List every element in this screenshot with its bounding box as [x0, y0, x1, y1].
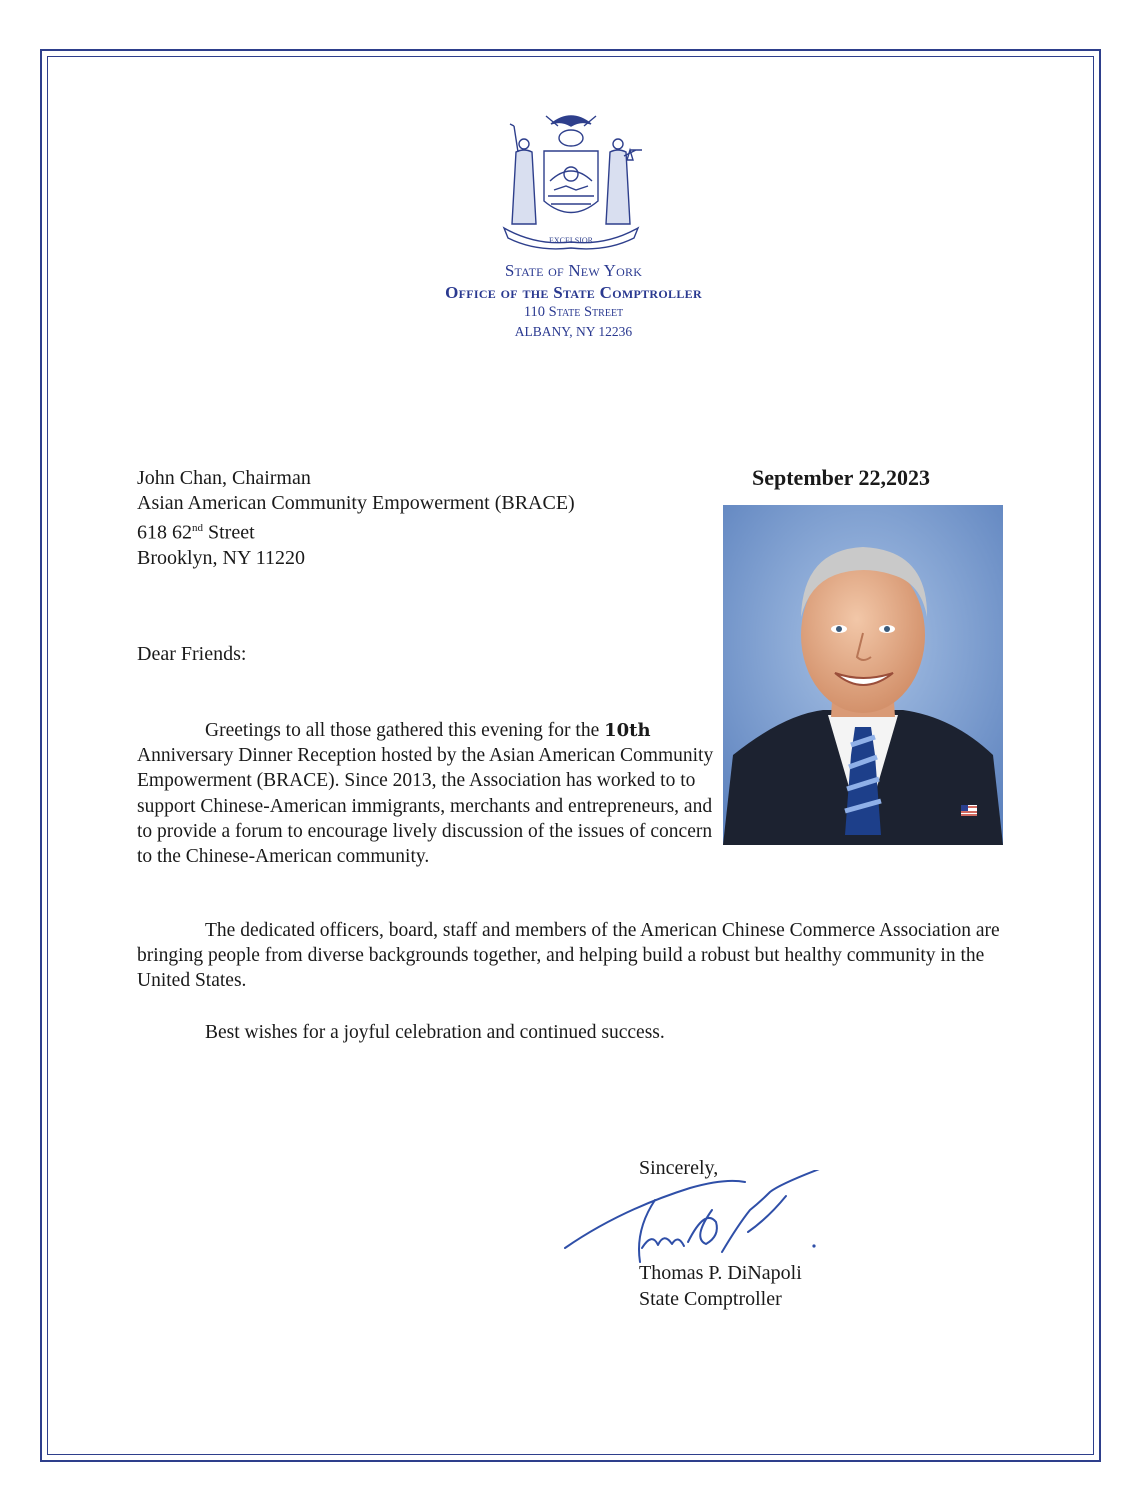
letterhead-state: State of New York	[504, 261, 643, 280]
seal-motto: EXCELSIOR	[549, 236, 593, 245]
letter-date: September 22,2023	[752, 465, 931, 490]
recipient-organization: Asian American Community Empowerment (BRACE)	[137, 492, 575, 514]
recipient-street: 618 62nd Street	[137, 521, 255, 544]
letterhead-street: 110 State Street	[523, 304, 624, 320]
recipient-city: Brooklyn, NY 11220	[137, 546, 305, 569]
signer-name: Thomas P. DiNapoli	[639, 1262, 802, 1284]
recipient-address	[137, 466, 575, 571]
state-seal-icon	[496, 106, 646, 251]
recipient-name: John Chan, Chairman	[137, 467, 311, 489]
body-paragraph-2: The dedicated officers, board, staff and members of the American Chinese Commerce Association are bringing people from diverse backgrounds together, and helping build a robust but healthy community in the United States.	[137, 920, 1000, 992]
closing: Sincerely,	[639, 1157, 719, 1179]
signer-title: State Comptroller	[639, 1288, 782, 1310]
salutation: Dear Friends:	[137, 643, 247, 665]
body-paragraph-3: Best wishes for a joyful celebration and continued success.	[205, 1022, 665, 1043]
body-paragraph-1: Greetings to all those gathered this evening for the 10th Anniversary Dinner Reception hosted by the Asian American Community Empowerment (BRACE). Since 2013, the Association has worked to to support Chinese-American immigrants, merchants and entrepreneurs, and to provide a forum to encourage lively discussion of the issues of concern to the Chinese-American community.	[137, 720, 714, 868]
letterhead-office: Office of the State Comptroller	[445, 283, 702, 302]
portrait-photo	[723, 505, 1003, 845]
letterhead-city: ALBANY, NY 12236	[514, 324, 633, 339]
